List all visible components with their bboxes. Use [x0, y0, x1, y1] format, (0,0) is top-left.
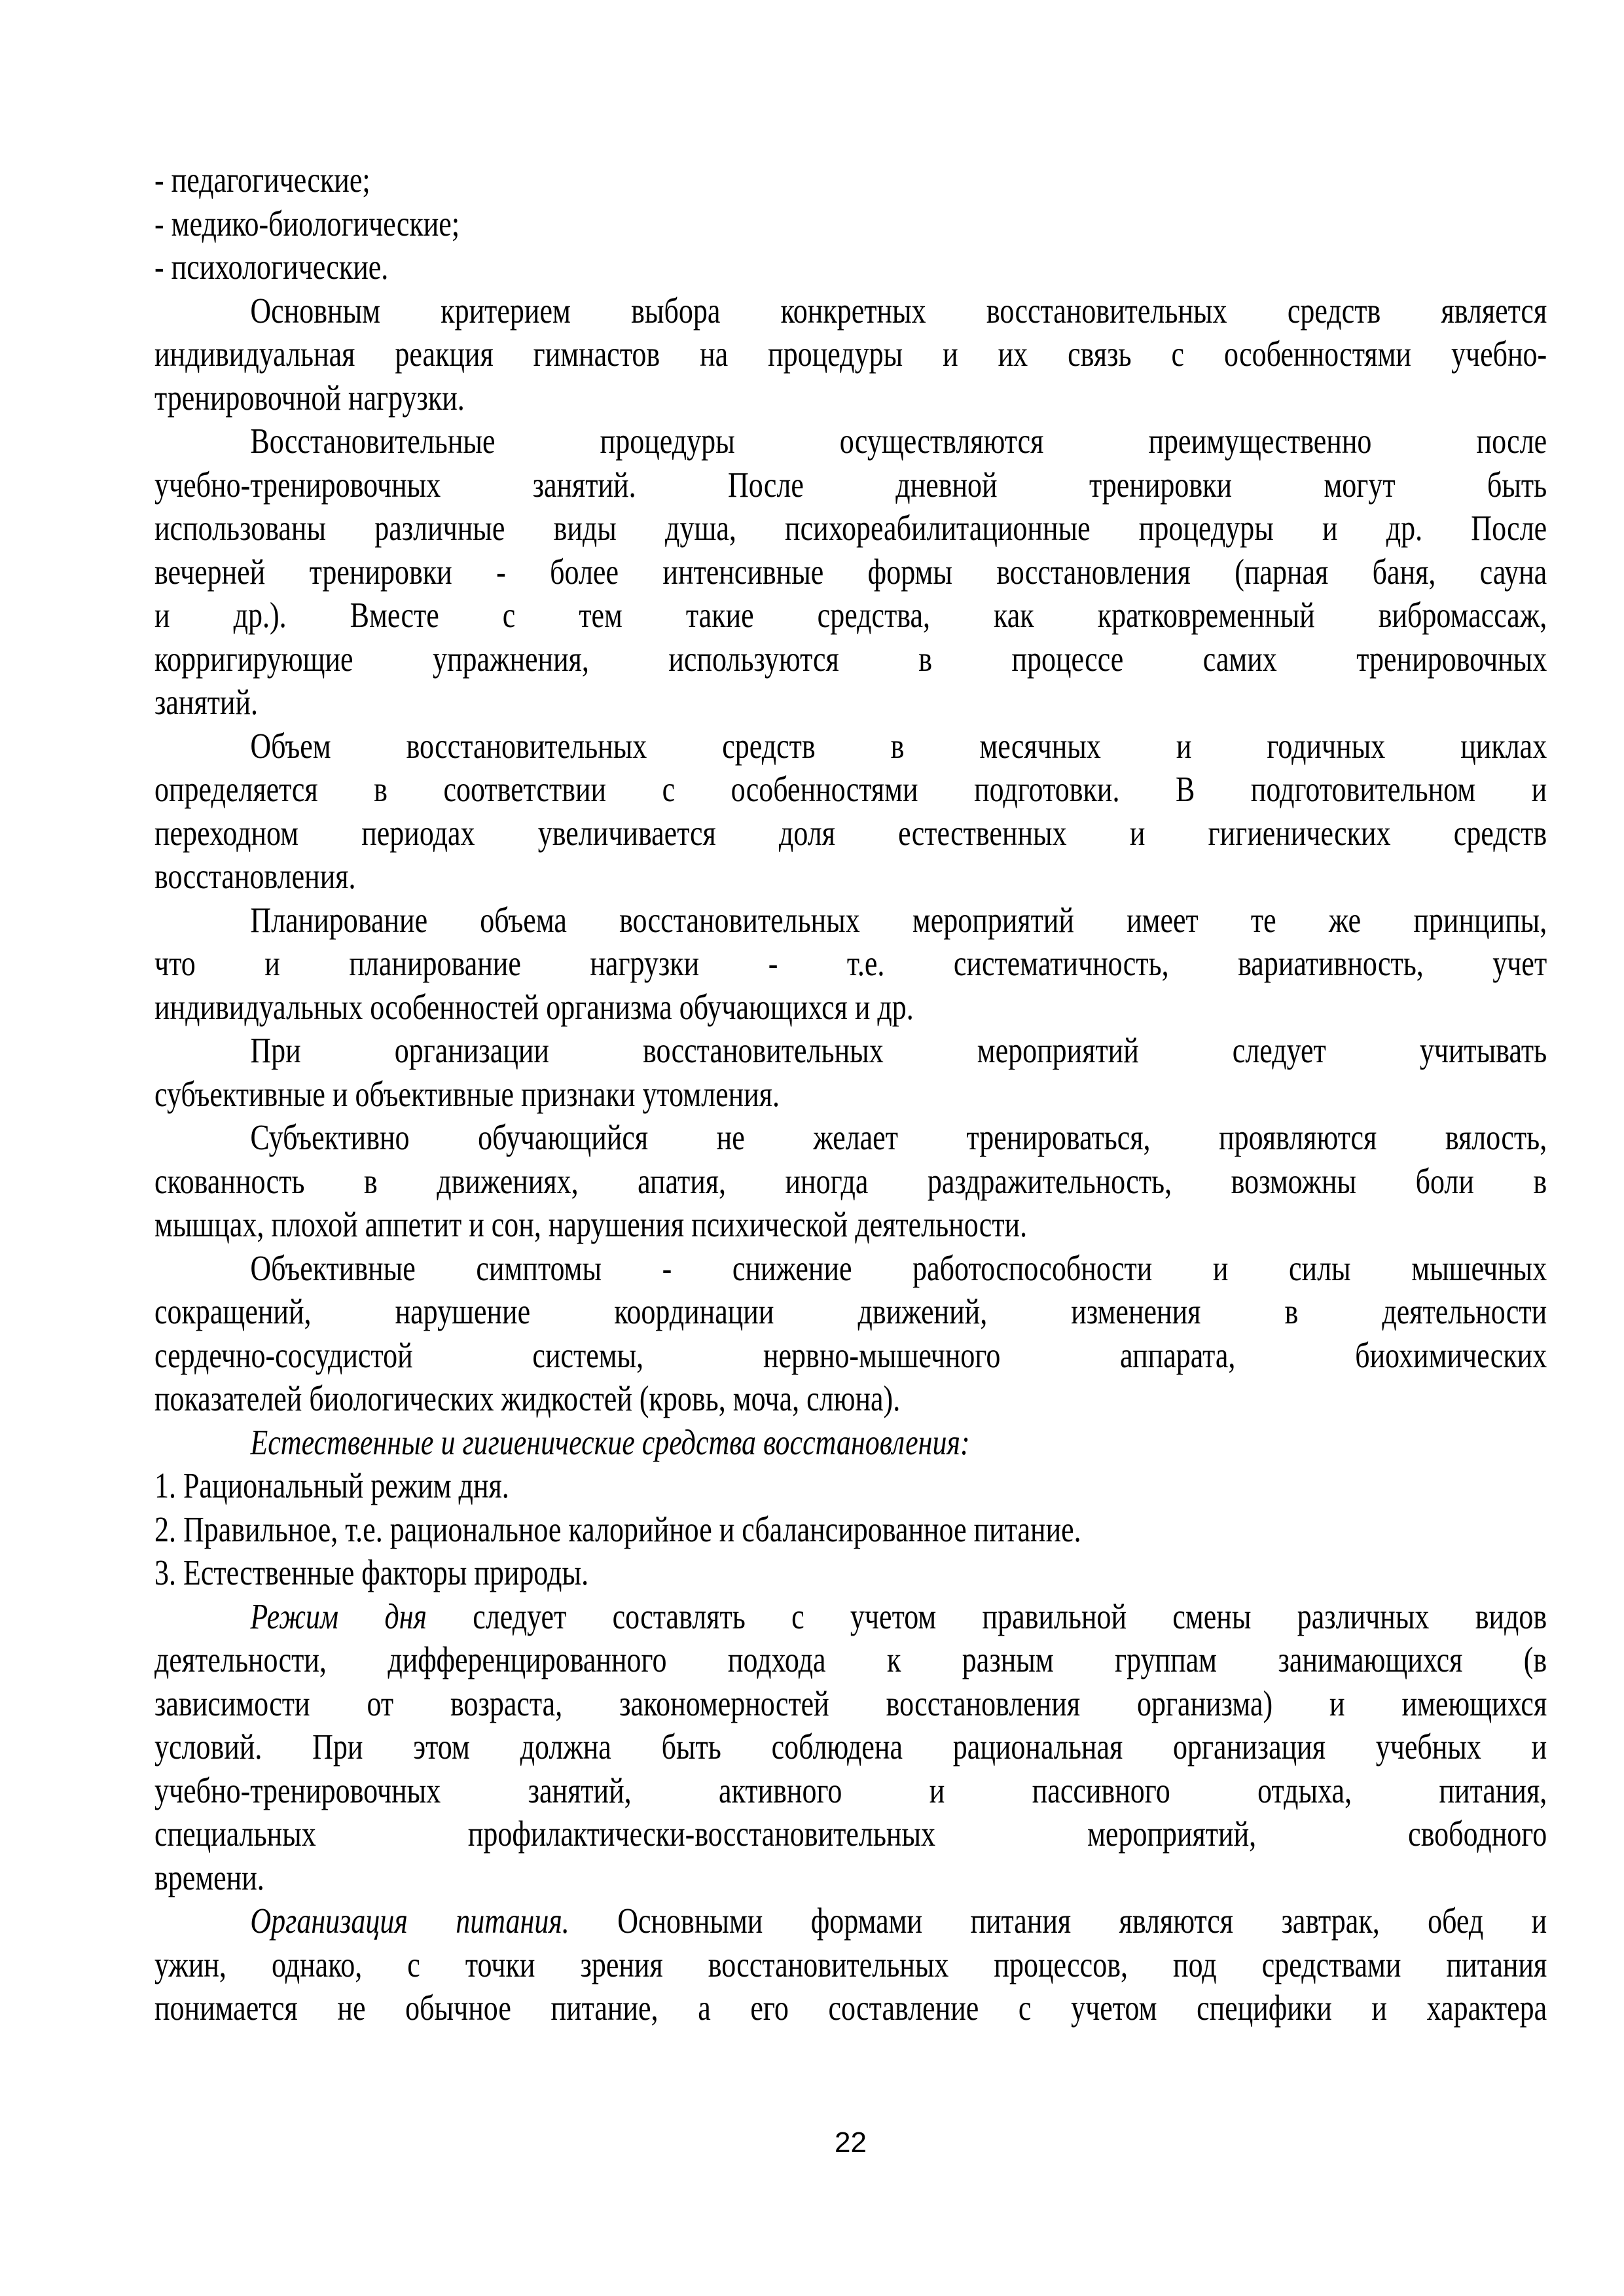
text-segment: тренировочной нагрузки. [154, 377, 465, 418]
text-line [154, 202, 1547, 246]
text-line [154, 812, 1547, 855]
text-line [154, 332, 1547, 376]
text-line [154, 1769, 1547, 1813]
text-line [154, 1856, 1547, 1900]
text-line [154, 681, 1547, 725]
text-segment: ужин, однако, с точки зрения восстановительных процессов, под средствами питания [154, 1944, 1547, 1984]
text-segment: субъективные и объективные признаки утомления. [154, 1073, 780, 1114]
text-line [154, 899, 1547, 942]
text-segment: Основными формами питания являются завтрак, обед и [569, 1901, 1547, 1941]
text-segment: корригирующие упражнения, используются в процессе самих тренировочных [154, 638, 1547, 679]
text-line [154, 986, 1547, 1030]
text-line [154, 1464, 1547, 1508]
text-line [154, 855, 1547, 899]
text-line [154, 1943, 1547, 1987]
text-segment: понимается не обычное питание, а его составление с учетом специфики и характера [154, 1988, 1547, 2028]
text-line [154, 1682, 1547, 1726]
text-line [154, 1160, 1547, 1204]
text-line [154, 1377, 1547, 1421]
text-line [154, 376, 1547, 420]
text-segment: скованность в движениях, апатия, иногда раздражительность, возможны боли в [154, 1160, 1547, 1201]
text-line [154, 942, 1547, 986]
italic-text-segment: Режим дня [250, 1596, 427, 1636]
page-number: 22 [835, 2126, 867, 2159]
text-segment: вечерней тренировки - более интенсивные формы восстановления (парная баня, сауна [154, 551, 1547, 592]
text-segment: 3. Естественные факторы природы. [154, 1552, 589, 1592]
text-segment: 2. Правильное, т.е. рациональное калорийное и сбалансированное питание. [154, 1509, 1081, 1549]
text-segment: определяется в соответствии с особенностями подготовки. В подготовительном и [154, 769, 1547, 809]
italic-text-segment: Естественные и гигиенические средства восстановления: [250, 1422, 970, 1462]
text-segment: При организации восстановительных мероприятий следует учитывать [250, 1030, 1547, 1070]
text-line [154, 1986, 1547, 2030]
text-line [154, 420, 1547, 463]
text-segment: сокращений, нарушение координации движений, изменения в деятельности [154, 1291, 1547, 1331]
text-segment: индивидуальных особенностей организма обучающихся и др. [154, 986, 914, 1027]
text-segment: 1. Рациональный режим дня. [154, 1465, 509, 1505]
text-segment: условий. При этом должна быть соблюдена рациональная организация учебных и [154, 1727, 1547, 1767]
text-line [154, 725, 1547, 768]
text-segment: учебно-тренировочных занятий, активного и пассивного отдыха, питания, [154, 1770, 1547, 1810]
text-line [154, 1421, 1547, 1465]
italic-text-segment: Организация питания. [250, 1901, 569, 1941]
text-line [154, 1899, 1547, 1943]
text-line [154, 550, 1547, 594]
text-segment: сердечно-сосудистой системы, нервно-мышечного аппарата, биохимических [154, 1335, 1547, 1375]
text-line [154, 1725, 1547, 1769]
text-line [154, 1508, 1547, 1552]
text-segment: Основным критерием выбора конкретных восстановительных средств является [250, 290, 1547, 331]
text-segment: и др.). Вместе с тем такие средства, как кратковременный вибромассаж, [154, 595, 1547, 635]
text-segment: индивидуальная реакция гимнастов на процедуры и их связь с особенностями учебно- [154, 334, 1547, 374]
text-line [154, 1595, 1547, 1639]
text-segment: занятий. [154, 682, 259, 722]
text-line [154, 158, 1547, 202]
text-line [154, 1812, 1547, 1856]
text-line [154, 289, 1547, 333]
text-line [154, 594, 1547, 637]
text-line [154, 768, 1547, 812]
text-segment: Объем восстановительных средств в месячных и годичных циклах [250, 725, 1547, 766]
text-segment: - психологические. [154, 247, 389, 287]
text-line [154, 1638, 1547, 1682]
text-line [154, 1073, 1547, 1117]
text-segment: зависимости от возраста, закономерностей восстановления организма) и имеющихся [154, 1683, 1547, 1723]
text-segment: Объективные симптомы - снижение работоспособности и силы мышечных [250, 1247, 1547, 1288]
text-line [154, 1551, 1547, 1595]
text-line [154, 1116, 1547, 1160]
text-segment: деятельности, дифференцированного подхода к разным группам занимающихся (в [154, 1640, 1547, 1679]
text-segment: мышцах, плохой аппетит и сон, нарушения психической деятельности. [154, 1204, 1028, 1244]
text-segment: показателей биологических жидкостей (кровь, моча, слюна). [154, 1378, 901, 1418]
text-line [154, 1029, 1547, 1073]
text-line [154, 1290, 1547, 1334]
text-line [154, 1334, 1547, 1378]
text-segment: следует составлять с учетом правильной смены различных видов [426, 1596, 1547, 1636]
text-line [154, 637, 1547, 681]
text-line [154, 463, 1547, 507]
text-segment: - педагогические; [154, 160, 370, 200]
text-segment: Планирование объема восстановительных мероприятий имеет те же принципы, [250, 899, 1547, 940]
text-line [154, 1203, 1547, 1247]
text-segment: времени. [154, 1857, 264, 1897]
text-line [154, 1247, 1547, 1291]
text-line [154, 507, 1547, 550]
text-line [154, 245, 1547, 289]
text-segment: специальных профилактически-восстановительных мероприятий, свободного [154, 1814, 1547, 1854]
text-segment: учебно-тренировочных занятий. После дневной тренировки могут быть [154, 464, 1547, 505]
text-segment: восстановления. [154, 856, 356, 896]
text-segment: Восстановительные процедуры осуществляются преимущественно после [250, 421, 1547, 461]
text-segment: Субъективно обучающийся не желает тренироваться, проявляются вялость, [250, 1117, 1547, 1157]
text-segment: что и планирование нагрузки - т.е. систематичность, вариативность, учет [154, 943, 1547, 983]
text-segment: переходном периодах увеличивается доля естественных и гигиенических средств [154, 812, 1547, 853]
text-segment: - медико-биологические; [154, 203, 460, 243]
text-segment: использованы различные виды душа, психореабилитационные процедуры и др. После [154, 508, 1547, 548]
text-block [154, 158, 1547, 2030]
